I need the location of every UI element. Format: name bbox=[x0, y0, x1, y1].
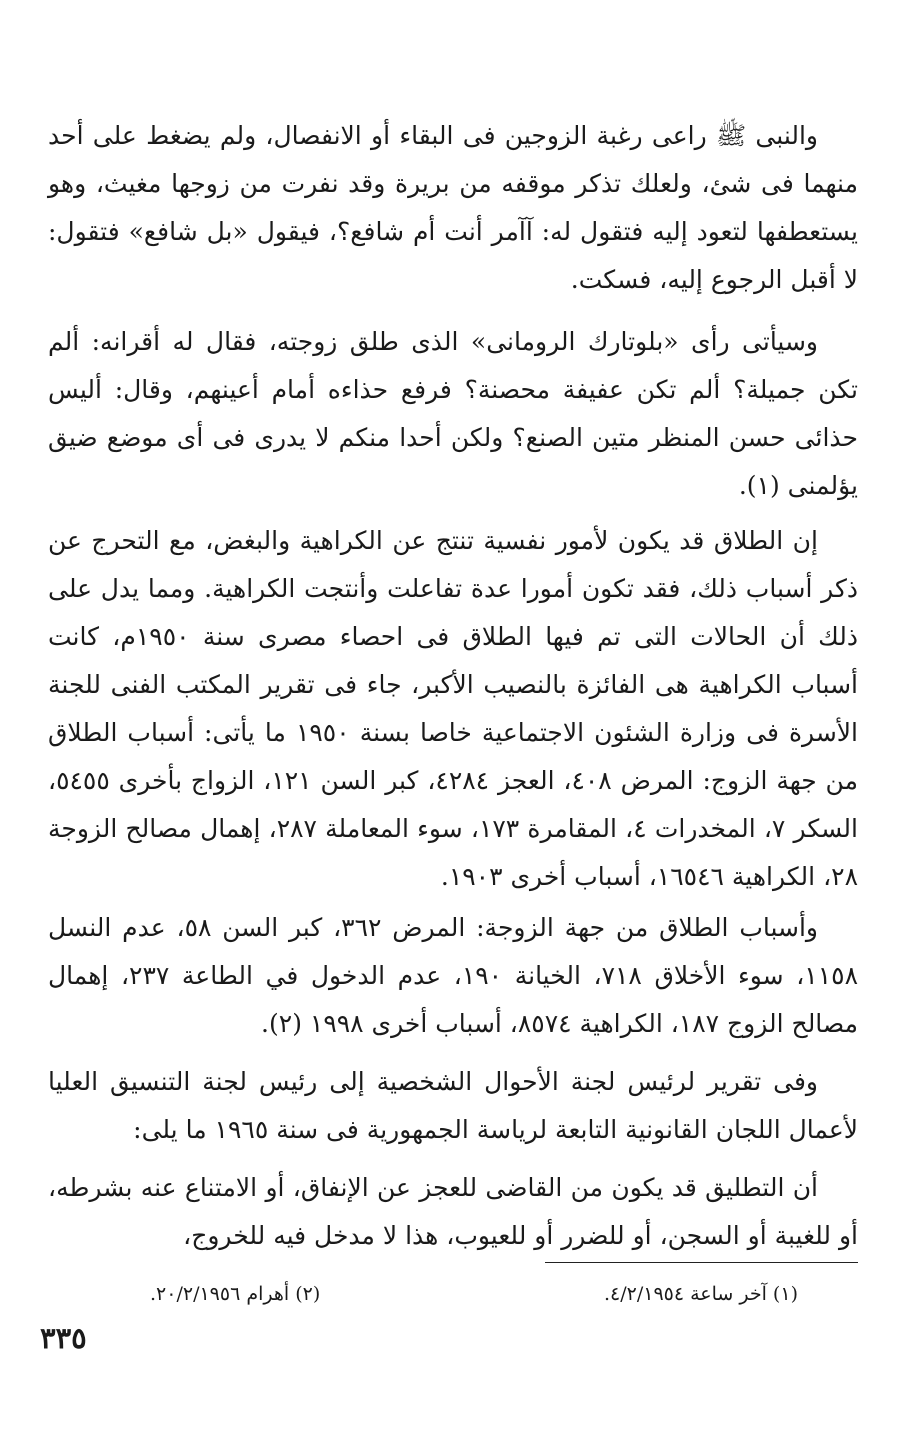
paragraph-committee-report: وفى تقرير لرئيس لجنة الأحوال الشخصية إلى رئيس لجنة التنسيق العليا لأعمال اللجان القانونية التابعة لرياسة الجمهورية فى سنة ١٩٦٥ ما يلى: bbox=[48, 1067, 858, 1144]
footnotes bbox=[150, 1276, 798, 1312]
paragraph-divorce-husband-causes: إن الطلاق قد يكون لأمور نفسية تنتج عن الكراهية والبغض، مع التحرج عن ذكر أسباب ذلك، فقد تكون أمورا عدة تفاعلت وأنتجت الكراهية. ومما يدل على ذلك أن الحالات التى تم فيها الطلاق فى احصاء مصرى سنة ١٩٥٠م، كانت أسباب الكراهية هى الفائزة بالنصيب الأكبر، جاء فى تقرير المكتب الفنى للجنة الأسرة فى وزارة الشئون الاجتماعية خاصا بسنة ١٩٥٠ ما يأتى: أسباب الطلاق من جهة الزوج: المرض ٤٠٨، العجز ٤٢٨٤، كبر السن ١٢١، الزواج بأخرى ٥٤٥٥، السكر ٧، المخدرات ٤، المقامرة ١٧٣، سوء المعاملة ٢٨٧، إهمال مصالح الزوجة ٢٨، الكراهية ١٦٥٤٦، أسباب أخرى ١٩٠٣. bbox=[48, 526, 858, 891]
body-text-block bbox=[48, 517, 858, 901]
body-text-block bbox=[48, 1164, 858, 1260]
footnote-divider bbox=[545, 1262, 858, 1263]
footnote-1: (١) آخر ساعة ٤/٢/١٩٥٤. bbox=[603, 1283, 798, 1305]
paragraph-divorce-wife-causes: وأسباب الطلاق من جهة الزوجة: المرض ٣٦٢، كبر السن ٥٨، عدم النسل ١١٥٨، سوء الأخلاق ٧١٨، الخيانة ١٩٠، عدم الدخول في الطاعة ٢٣٧، إهمال مصالح الزوج ١٨٧، الكراهية ٨٥٧٤، أسباب أخرى ١٩٩٨ (٢). bbox=[48, 913, 858, 1038]
paragraph-plutarch: وسيأتى رأى «بلوتارك الرومانى» الذى طلق زوجته، فقال له أقرانه: ألم تكن جميلة؟ ألم تكن عفيفة محصنة؟ فرفع حذاءه أمام أعينهم، وقال: أليس حذائى حسن المنظر متين الصنع؟ ولكن أحدا منكم لا يدرى فى أى موضع ضيق يؤلمنى (١). bbox=[48, 327, 858, 500]
footnote-2: (٢) أهرام ٢٠/٢/١٩٥٦. bbox=[150, 1283, 321, 1305]
body-text-block bbox=[48, 112, 858, 304]
paragraph-judicial-divorce: أن التطليق قد يكون من القاضى للعجز عن الإنفاق، أو الامتناع عنه بشرطه، أو للغيبة أو السجن، أو للضرر أو للعيوب، هذا لا مدخل فيه للخروج، bbox=[48, 1173, 858, 1250]
page-number: ٣٣٥ bbox=[40, 1321, 87, 1355]
body-text-block bbox=[48, 318, 858, 510]
body-text-block bbox=[48, 904, 858, 1048]
body-text-block bbox=[48, 1058, 858, 1154]
paragraph-prophet-barira: والنبى ﷺ راعى رغبة الزوجين فى البقاء أو الانفصال، ولم يضغط على أحد منهما فى شئ، ولعلك تذكر موقفه من بريرة وقد نفرت من زوجها مغيث، وهو يستعطفها لتعود إليه فتقول له: آآمر أنت أم شافع؟، فيقول «بل شافع» فتقول: لا أقبل الرجوع إليه، فسكت. bbox=[48, 121, 858, 294]
